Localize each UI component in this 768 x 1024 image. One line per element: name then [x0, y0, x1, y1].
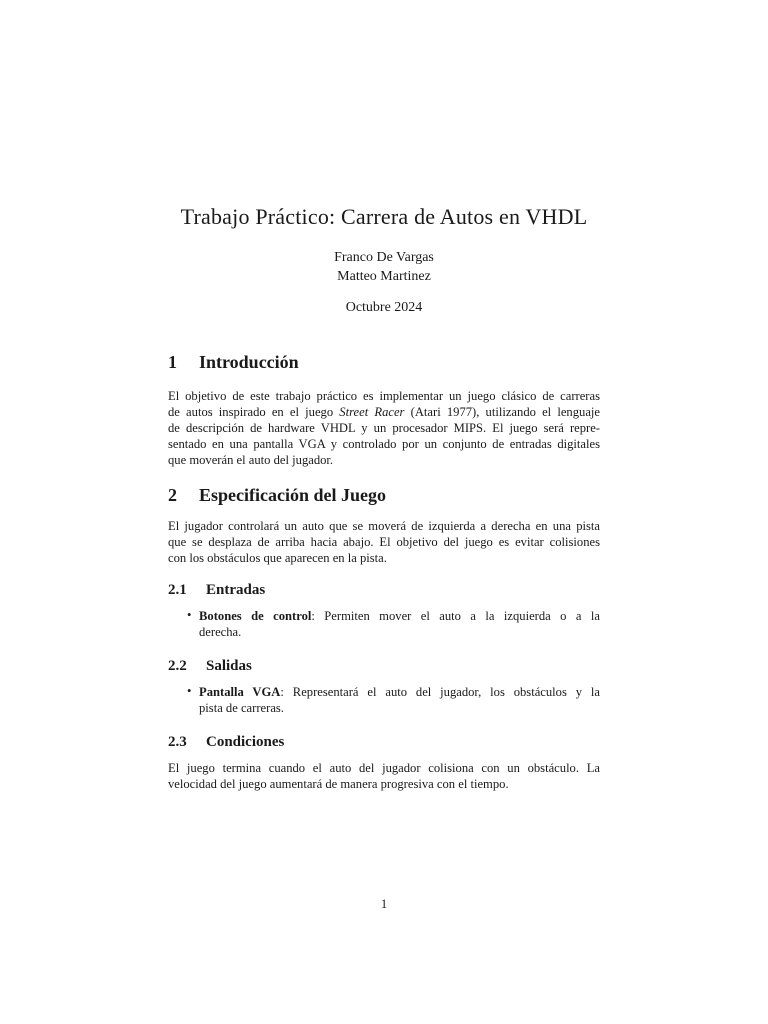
subsection-heading-salidas: [168, 658, 252, 675]
subsection-number: 2.3: [168, 734, 187, 750]
paragraph-line: velocidad del juego aumentará de manera progresiva con el tiempo.: [168, 777, 509, 791]
intro-paragraph: [168, 388, 600, 468]
section-number: 2: [168, 485, 177, 505]
section-number: 1: [168, 352, 177, 372]
author-name: Matteo Martinez: [337, 269, 431, 284]
list-item-entradas: [199, 608, 600, 640]
text-run: : Permiten mover el auto a la izquierda o a la: [311, 609, 600, 623]
page-number: 1: [380, 897, 388, 911]
list-item-line: pista de carreras.: [199, 701, 284, 715]
subsection-title: Salidas: [206, 658, 252, 674]
list-item-line: derecha.: [199, 625, 242, 639]
paragraph-line: El objetivo de este trabajo práctico es implementar un juego clásico de carreras: [168, 389, 600, 403]
paragraph-line: con los obstáculos que aparecen en la pista.: [168, 551, 387, 565]
bullet-icon: •: [187, 684, 192, 698]
condiciones-paragraph: [168, 760, 600, 792]
spec-paragraph: [168, 518, 600, 566]
list-item-salidas: [199, 684, 600, 716]
subsection-title: Condiciones: [206, 734, 285, 750]
document-title: Trabajo Práctico: Carrera de Autos en VHDL: [180, 204, 588, 229]
item-label: Pantalla VGA: [199, 685, 281, 699]
section-heading-especificacion: [168, 485, 386, 506]
list-item-line: [199, 684, 600, 700]
section-title: Introducción: [199, 352, 299, 372]
paragraph-line: sentado en una pantalla VGA y controlado por un conjunto de entradas digitales: [168, 437, 600, 451]
author-name: Franco De Vargas: [334, 250, 434, 265]
paragraph-line: [168, 404, 600, 420]
subsection-number: 2.2: [168, 658, 187, 674]
list-item-line: [199, 608, 600, 624]
text-run: : Representará el auto del jugador, los obstáculos y la: [280, 685, 601, 699]
paragraph-line: que moverán el auto del jugador.: [168, 453, 334, 467]
section-title: Especificación del Juego: [199, 485, 386, 505]
document-date: Octubre 2024: [345, 300, 423, 315]
bullet-icon: •: [187, 608, 192, 622]
paragraph-line: que se desplaza de arriba hacia abajo. El objetivo del juego es evitar colisiones: [168, 535, 600, 549]
subsection-title: Entradas: [206, 582, 266, 598]
subsection-heading-condiciones: [168, 734, 284, 751]
section-heading-introduccion: [168, 352, 299, 373]
item-label: Botones de control: [199, 609, 312, 623]
text-run: de autos inspirado en el juego: [168, 405, 340, 419]
game-title-italic: Street Racer: [339, 405, 405, 419]
paragraph-line: El juego termina cuando el auto del jugador colisiona con un obstáculo. La: [168, 761, 600, 775]
paragraph-line: El jugador controlará un auto que se moverá de izquierda a derecha en una pista: [168, 519, 600, 533]
subsection-heading-entradas: [168, 582, 265, 599]
text-run: (Atari 1977), utilizando el lenguaje: [404, 405, 600, 419]
subsection-number: 2.1: [168, 582, 187, 598]
paragraph-line: de descripción de hardware VHDL y un procesador MIPS. El juego será repre-: [168, 421, 600, 435]
